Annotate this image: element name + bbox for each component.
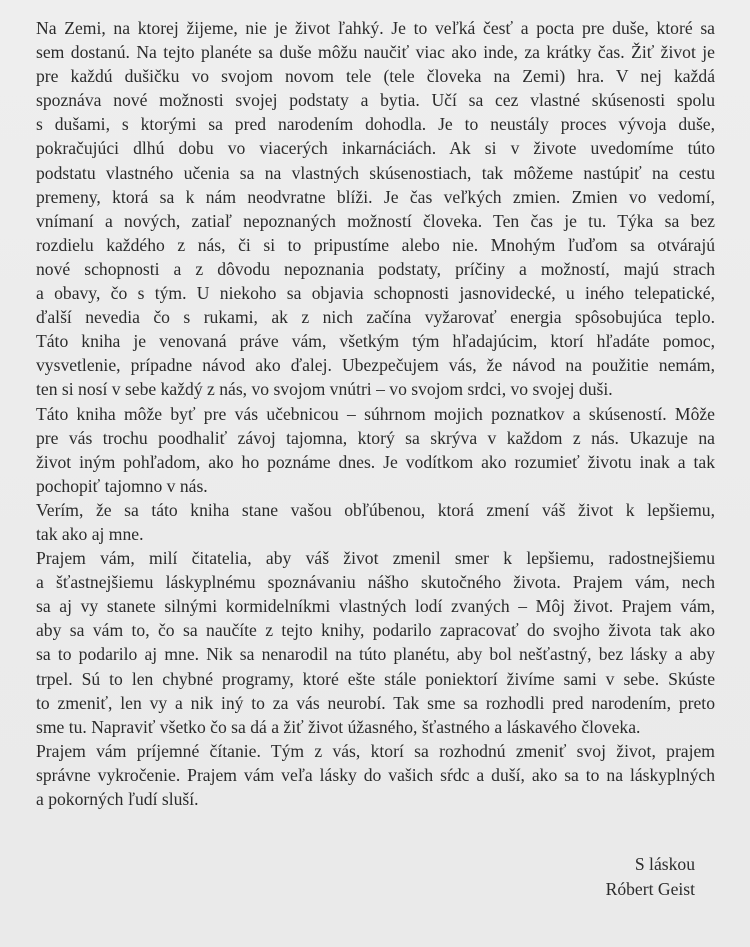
text-line: aby sa vám to, čo sa naučíte z tejto knihy, podarilo zapracovať do svojho života tak ako <box>36 620 715 641</box>
text-line: premeny, ktorá sa k nám neodvratne blíži. Je čas veľkých zmien. Zmien vo vedomí, <box>36 186 715 207</box>
text-line: Verím, že sa táto kniha stane vašou obľúbenou, ktorá zmení váš život k lepšiemu, <box>36 499 715 520</box>
text-line: Prajem vám, milí čitatelia, aby váš život zmenil smer k lepšiemu, radostnejšiemu <box>36 548 715 569</box>
text-line: pochopiť tajomno v nás. <box>36 475 208 496</box>
text-line: sa to podarilo aj mne. Nik sa nenarodil na túto planétu, aby bol nešťastný, bez lásky a aby <box>36 644 715 665</box>
text-line: sme tu. Napraviť všetko čo sa dá a žiť život úžasného, šťastného a láskavého človeka. <box>36 716 641 737</box>
text-line: podstatu vlastného učenia sa na vlastných skúsenostiach, tak môžeme nastúpiť na cestu <box>36 162 715 183</box>
text-line: Prajem vám príjemné čítanie. Tým z vás, ktorí sa rozhodnú zmeniť svoj život, prajem <box>36 740 715 761</box>
text-line: život iným pohľadom, ako ho poznáme dnes. Je vodítkom ako rozumieť životu inak a tak <box>36 451 715 472</box>
text-line: sem dostanú. Na tejto planéte sa duše môžu naučiť viac ako inde, za krátky čas. Žiť život je <box>36 42 715 63</box>
text-line: rozdielu každého z nás, či si to pripustíme alebo nie. Mnohým ľuďom sa otvárajú <box>36 234 715 255</box>
text-line: s dušami, s ktorými sa pred narodením dohodla. Je to neustály proces vývoja duše, <box>36 114 715 135</box>
text-line: vnímaní a nových, zatiaľ nepoznaných možností človeka. Ten čas je tu. Týka sa bez <box>36 210 715 231</box>
signature-closing: S láskou <box>634 854 695 874</box>
text-line: ten si nosí v sebe každý z nás, vo svojom vnútri – vo svojom srdci, vo svojej duši. <box>36 379 613 400</box>
text-line: tak ako aj mne. <box>36 523 144 544</box>
text-line: ďalší nevedia čo s rukami, ak z nich začína vyžarovať energia spôsobujúca teplo. <box>36 307 715 328</box>
text-line: a obavy, čo s tým. U niekoho sa objavia schopnosti jasnovidecké, u iného telepatické, <box>36 283 715 304</box>
text-line: pokračujúci dlhú dobu vo viacerých inkarnáciách. Ak si v živote uvedomíme túto <box>36 138 715 159</box>
text-line: sa aj vy stanete silnými kormidelníkmi vlastných lodí zvaných – Môj život. Prajem vám, <box>36 596 715 617</box>
text-line: a pokorných ľudí sluší. <box>36 789 199 809</box>
signature-block <box>606 852 695 901</box>
text-line: to zmeniť, len vy a nik iný to za vás neurobí. Tak sme sa rozhodli pred narodením, preto <box>36 692 715 713</box>
text-line: spoznáva nové možnosti svojej podstaty a bytia. Učí sa cez vlastné skúsenosti spolu <box>36 90 715 111</box>
text-line: Táto kniha je venovaná práve vám, všetkým tým hľadajúcim, ktorí hľadáte pomoc, <box>36 331 715 352</box>
text-line: pre vás trochu poodhaliť závoj tajomna, ktorý sa skrýva v každom z nás. Ukazuje na <box>36 427 715 448</box>
body-text <box>36 16 715 811</box>
text-line: vysvetlenie, prípadne návod ako ďalej. Ubezpečujem vás, že návod na použitie nemám, <box>36 355 715 376</box>
text-line: správne vykročenie. Prajem vám veľa lásky do vašich sŕdc a duší, ako sa to na láskyplných <box>36 764 715 785</box>
text-line: Na Zemi, na ktorej žijeme, nie je život ľahký. Je to veľká česť a pocta pre duše, ktoré sa <box>36 18 715 38</box>
text-line: a šťastnejšiemu láskyplnému spoznávaniu nášho skutočného života. Prajem vám, nech <box>36 572 715 593</box>
text-line: nové schopnosti a z dôvodu nepoznania podstaty, príčiny a možností, majú strach <box>36 258 715 279</box>
signature-author: Róbert Geist <box>605 878 695 899</box>
text-line: Táto kniha môže byť pre vás učebnicou – súhrnom mojich poznatkov a skúseností. Môže <box>36 403 715 424</box>
text-line: pre každú dušičku vo svojom novom tele (tele človeka na Zemi) hra. V nej každá <box>36 66 715 87</box>
text-line: trpel. Sú to len chybné programy, ktoré ešte stále poniektorí živíme sami v sebe. Skúste <box>36 668 715 689</box>
